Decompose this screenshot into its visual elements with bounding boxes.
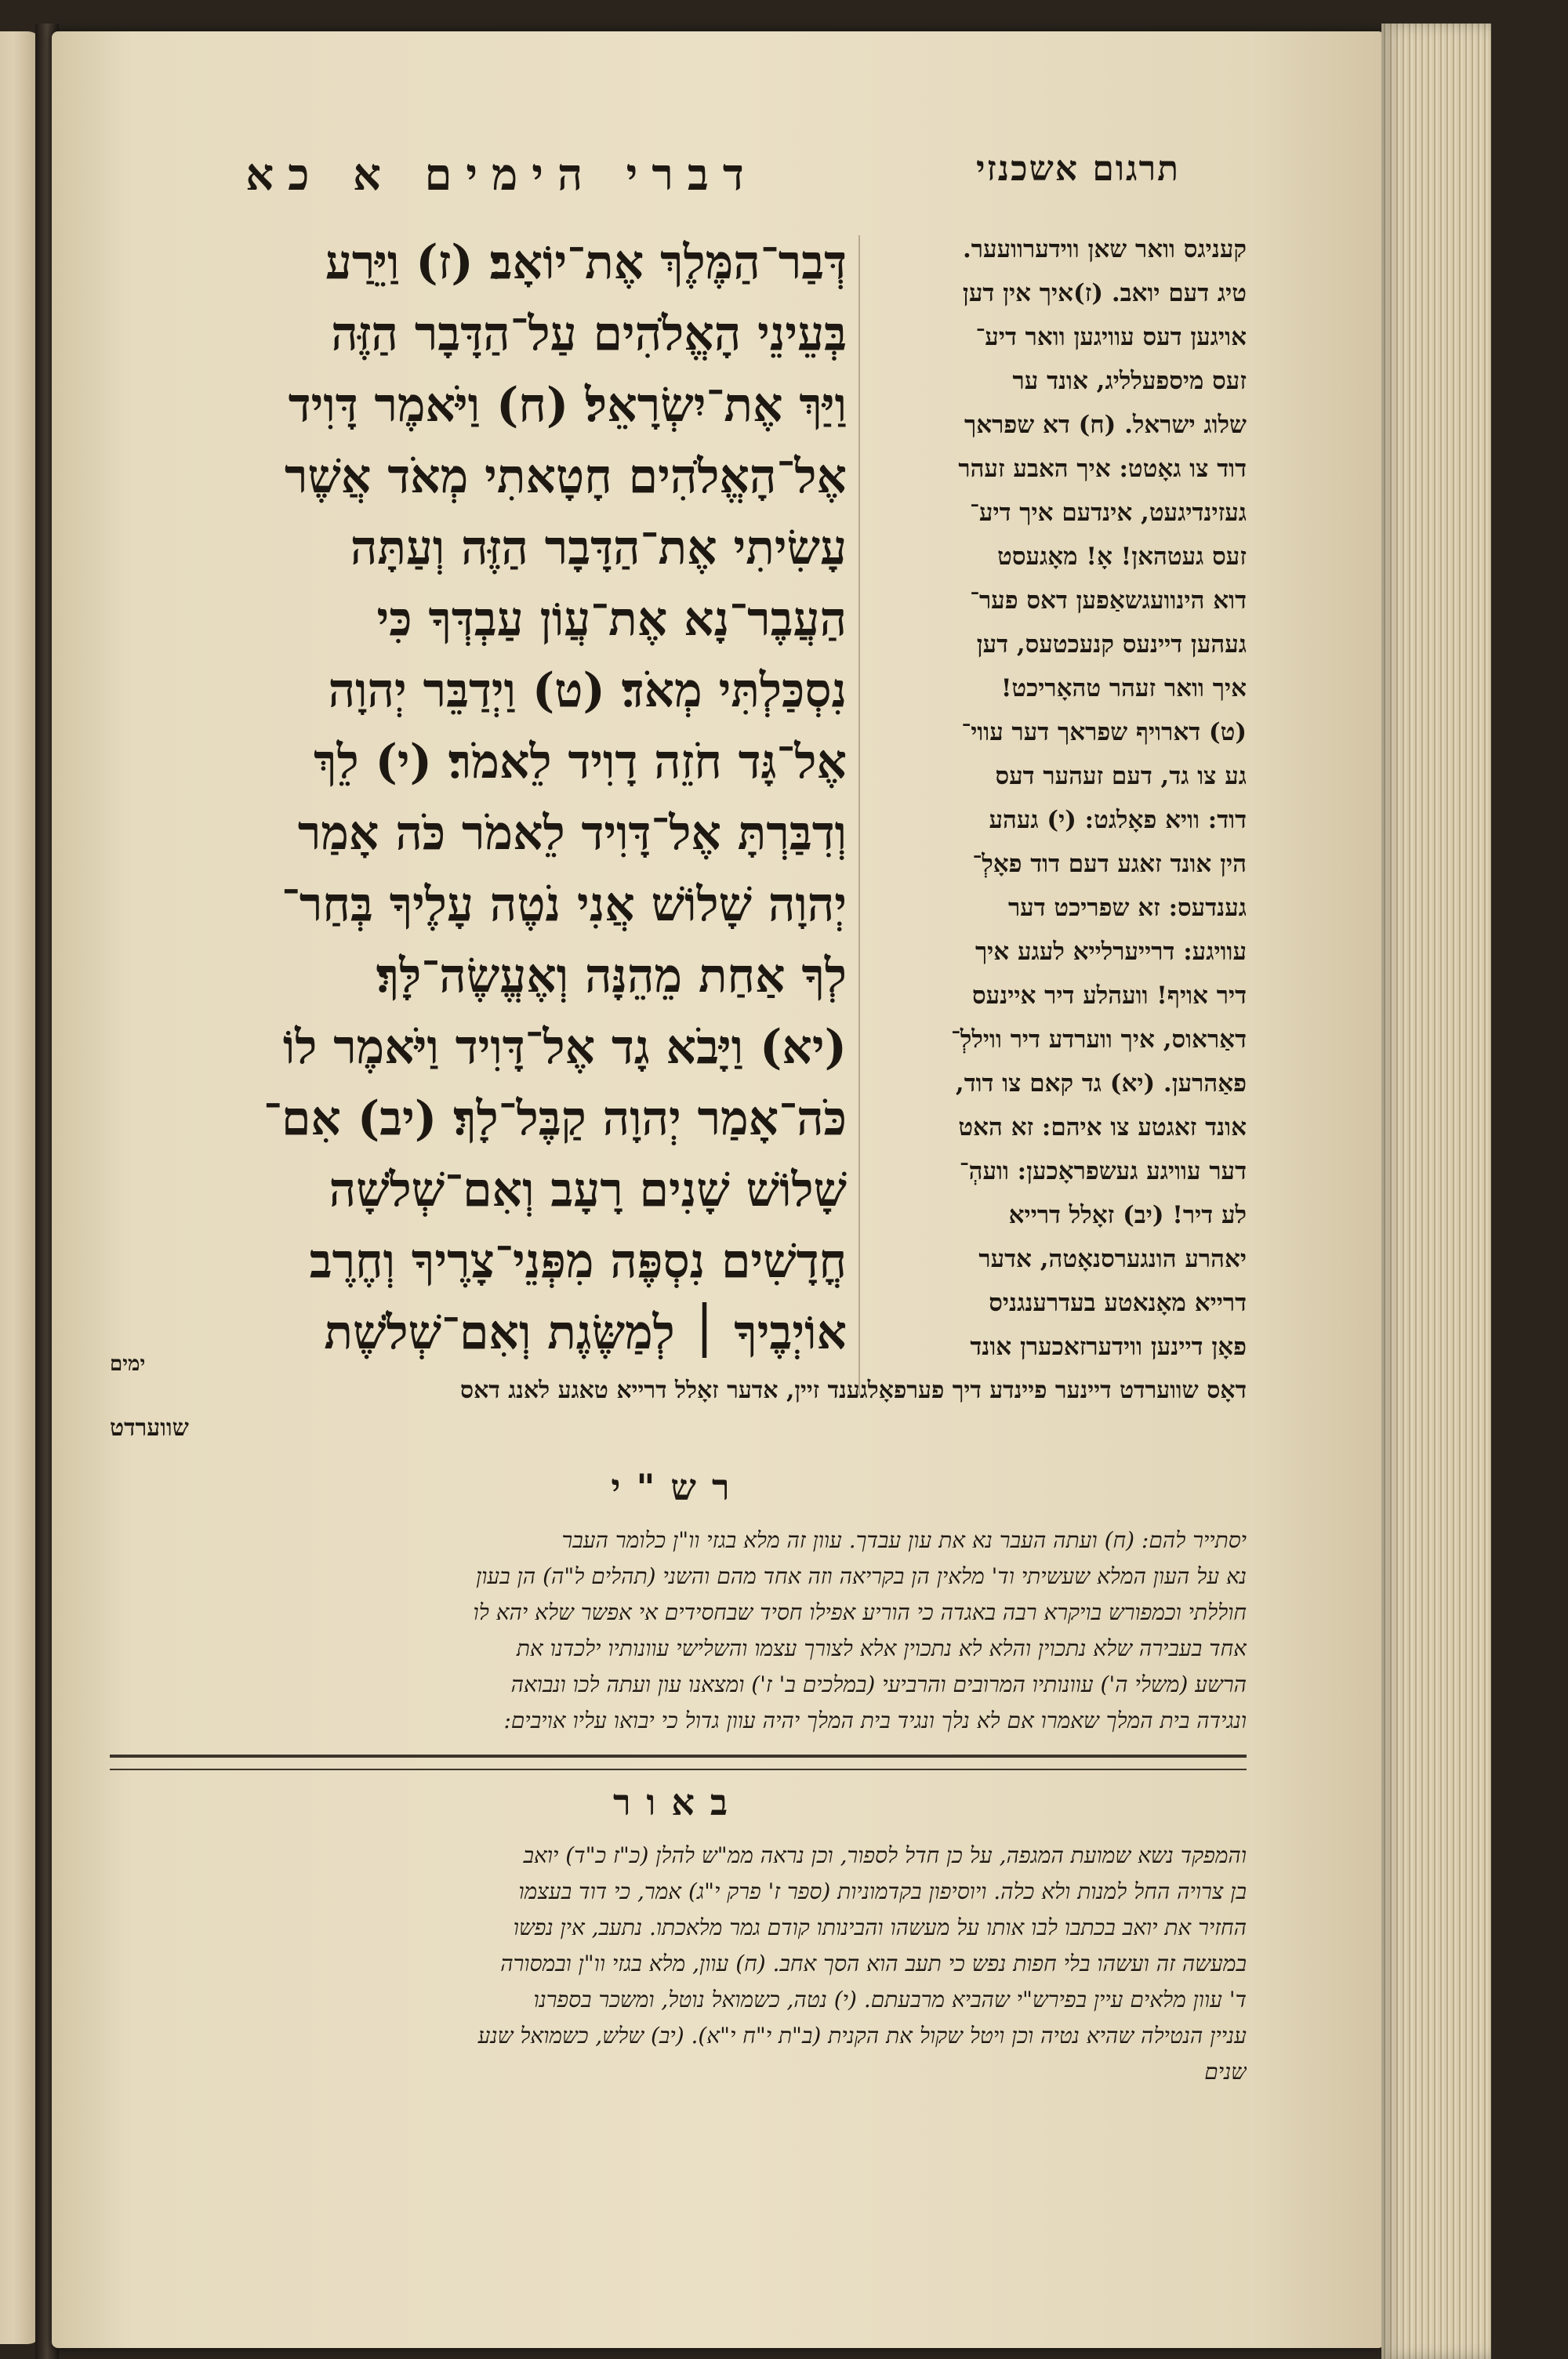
- biur-line: במעשה זה ועשהו בלי חפות נפש כי תעב הוא הסך אחב. (ח) עוון, מלא בגזי וו"ן ובמסורה: [500, 1951, 1247, 1976]
- hebrew-text-column: [110, 227, 847, 1369]
- continuation-line: דאָס שווערדט דיינער פיינדע דיך פערפאָלגענד זיין, אדער זאָלל דרייא טאגע לאנג דאס: [460, 1377, 1247, 1404]
- translation-line: געזינדיגעט, אינדעם איך דיע־: [970, 499, 1247, 527]
- section-rule-thin: [110, 1769, 1247, 1770]
- verse-line: וְדִבַּרְתָּ אֶל־דָּוִיד לֵאמֹר כֹּה אָמַר: [297, 806, 847, 861]
- translation-continuation: [110, 1352, 1247, 1447]
- verse-line: נִסְכַּלְתִּי מְאֹד׃ (ט) וַיְדַבֵּר יְהוָה: [328, 663, 847, 718]
- translation-line: גענדעס: זא שפריכט דער: [1007, 894, 1247, 922]
- translation-line: געהען דיינעס קנעכטעס, דען: [976, 630, 1247, 659]
- translation-line: קעניגס וואר שאן ווידערוועער.: [963, 235, 1247, 263]
- verse-line: יְהוָה שָׁלוֹשׁ אֲנִי נֹטֶה עָלֶיךָ בְּחַר־: [281, 877, 847, 932]
- section-rule: [110, 1755, 1247, 1758]
- verse-line: לְךָ אַחַת מֵהֵנָּה וְאֶעֱשֶׂה־לָּךְ׃: [376, 949, 847, 1003]
- verse-line: כֹּה־אָמַר יְהוָה קַבֶּל־לָךְ׃ (יב) אִם־: [263, 1091, 847, 1146]
- translation-line: דרייא מאָנאטע בעדרענגניס: [989, 1289, 1247, 1317]
- biur-title: באור: [612, 1781, 744, 1824]
- continuation-line: שווערדט: [110, 1414, 189, 1442]
- translation-line: לע דיר! (יב) זאָלל דרייא: [1008, 1201, 1247, 1229]
- biur-line: ד' עוון מלאים עיין בפירש"י שהביא מרבעתם. (י) נטה, כשמואל נוטל, ומשכר בספרנו: [533, 1987, 1247, 2012]
- verse-line: שָׁלוֹשׁ שָׁנִים רָעָב וְאִם־שְׁלֹשָׁה: [328, 1163, 847, 1218]
- translation-line: דוד צו גאָטט: איך האבע זעהר: [958, 455, 1247, 483]
- translation-line: עוויגע: דרייערלייא לעגע איך: [975, 938, 1247, 966]
- translation-line: גע צו גד, דעם זעהער דעס: [995, 762, 1247, 790]
- biur-line: החזיר את יואב בכתבו לבו אותו על מעשהו והבינותו קודם גמר מלאכתו. נתעב, אין נפשו: [513, 1914, 1247, 1940]
- page-text: [110, 141, 1247, 2090]
- book-chapter-header: דברי הימים א כא: [245, 149, 758, 201]
- translation-line: איך וואר זעהר טהאָריכט!: [1000, 674, 1247, 702]
- rashi-line: חוללתי וכמפורש בויקרא רבה באגדה כי הוריע אפילו חסיד שבחסידים אי אפשר שלא יהא לו: [473, 1599, 1247, 1625]
- verse-line: חֳדָשִׁים נִסְפֶּה מִפְּנֵי־צָרֶיךָ וְחֶרֶב: [309, 1234, 847, 1289]
- two-column-body: [110, 227, 1247, 1403]
- translation-line: אויגען דעס עוויגען וואר דיע־: [975, 323, 1247, 351]
- translation-line: פאַהרען. (יא) גד קאם צו דוד,: [955, 1069, 1247, 1098]
- translation-line: דיר אויף! וועהלע דיר איינעס: [971, 982, 1247, 1010]
- translation-line: הין אונד זאגע דעם דוד פאָלְ־: [972, 850, 1247, 878]
- rashi-line: הרשע (משלי ה') עוונותיו המרובים והרביעי (במלכים ב' ז') ומצאנו עון ועתה לכו ונבואה: [510, 1671, 1247, 1697]
- translation-line: שלוג ישראל. (ח) דא שפראך: [964, 411, 1247, 439]
- margin-word: ימים: [110, 1352, 146, 1376]
- translation-line: זעס מיספעלליג, אונד ער: [1012, 367, 1247, 395]
- verse-line: אֶל־הָאֱלֹהִים חָטָאתִי מְאֹד אֲשֶׁר: [284, 449, 847, 504]
- verse-line: (יא) וַיָּבֹא גָד אֶל־דָּוִיד וַיֹּאמֶר לוֹ: [282, 1020, 847, 1075]
- rashi-line: יסתייר להם: (ח) ועתה העבר נא את עון עבדך. עוון זה מלא בגזי וו"ן כלומר העבר: [561, 1527, 1247, 1553]
- translation-line: דאַראוס, איך ווערדע דיר וויללְ־: [951, 1025, 1247, 1054]
- verse-line: וַיַּךְ אֶת־יִשְׂרָאֵל׃ (ח) וַיֹּאמֶר דָּוִיד: [288, 378, 847, 433]
- verse-line: אֶל־גָּד חֹזֵה דָוִיד לֵאמֹר׃ (י) לֵךְ: [314, 735, 847, 789]
- biur-line: שנים: [1204, 2059, 1247, 2085]
- translation-line: דוא הינוועגשאַפען דאס פער־: [970, 586, 1247, 615]
- biur-line: בן צרויה החל למנות ולא כלה. ויוסיפון בקדמוניות (ספר ז' פרק י"ג) אמר, כי דוד בעצמו: [518, 1878, 1247, 1904]
- translation-line: טיג דעם יואב. (ז)איך אין דען: [962, 279, 1247, 307]
- verse-line: אוֹיְבֶיךָ ׀ לְמַשֶּׂגֶת וְאִם־שְׁלֹשֶׁת: [324, 1305, 847, 1360]
- rashi-commentary: [110, 1522, 1247, 1739]
- translation-line: זעס געטהאן! אָ! מאָגעסט: [997, 543, 1247, 571]
- column-divider: [858, 235, 860, 1395]
- verse-line: דְּבַר־הַמֶּלֶךְ אֶת־יוֹאָב׃ (ז) וַיֵּרַע: [325, 235, 847, 290]
- translation-line: (ט) דארויף שפראך דער עווי־: [961, 718, 1247, 746]
- verse-line: הַעֲבֶר־נָא אֶת־עֲוֹן עַבְדְּךָ כִּי: [376, 592, 847, 647]
- translation-line: יאהרע הונגערסנאָטה, אדער: [978, 1245, 1247, 1273]
- rashi-line: נא על העון המלא שעשיתי וד' מלאין הן בקריאה וזה אחד מהם והשני (תהלים ל"ה) הן בעון: [476, 1563, 1247, 1589]
- translation-line: אונד זאגטע צו איהם: זא האט: [958, 1113, 1247, 1141]
- verse-line: בְּעֵינֵי הָאֱלֹהִים עַל־הַדָּבָר הַזֶּה: [331, 307, 847, 361]
- verse-line: עָשִׂיתִי אֶת־הַדָּבָר הַזֶּה וְעַתָּה: [350, 521, 847, 575]
- rashi-line: ונגידה בית המלך שאמרו אם לא נלך ונגיד בית המלך יהיה עוון גדול כי יבואו עליו אויבים:: [503, 1708, 1247, 1733]
- page-block-edges: [1381, 24, 1491, 2359]
- rashi-line: אחד בעבירה שלא נתכוין והלא לא נתכוין אלא לצורך עצמו והשלישי עוונותיו ילכדנו את: [516, 1635, 1247, 1661]
- biur-line: עניין הנטילה שהיא נטיה וכן ויטל שקול את הקנית (ב"ת י"ח י"א). (יב) שלש, כשמואל שנע: [477, 2023, 1247, 2049]
- biur-line: והמפקד נשא שמועת המגפה, על כן חדל לספור, וכן נראה ממ"ש להלן (כ"ז כ"ד) יואב: [523, 1842, 1247, 1868]
- translation-line: פאָן דיינען ווידערזאכערן אונד: [970, 1333, 1247, 1361]
- translation-column: [855, 227, 1247, 1369]
- translation-header: תרגום אשכנזי: [975, 149, 1181, 189]
- running-header: [110, 141, 1247, 227]
- translation-line: דער עוויגע געשפראָכען: וועהְ־: [959, 1157, 1247, 1185]
- rashi-title: רש"י: [611, 1466, 746, 1508]
- biur-commentary: [110, 1838, 1247, 2090]
- translation-line: דוד: וויא פאָלגט: (י) געהע: [989, 806, 1247, 834]
